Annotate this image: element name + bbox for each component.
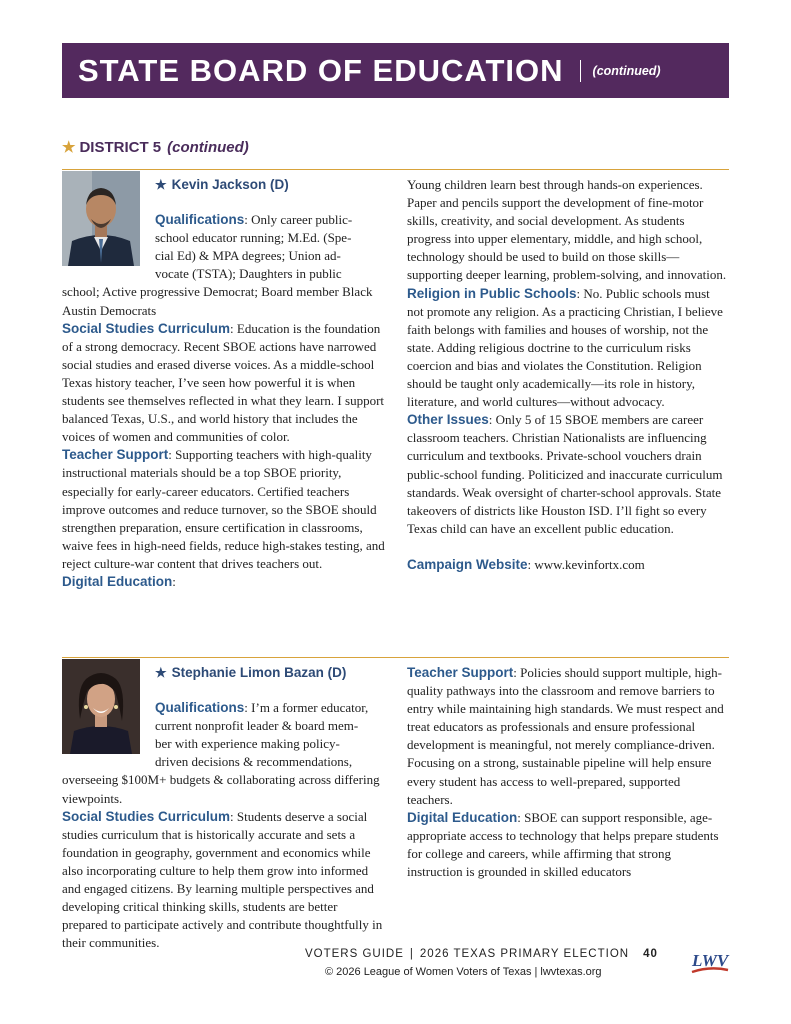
digital-education-answer: Young children learn best through hands-on experiences. Paper and pencils support the development of fine-motor skills, creativity, and social development. As students progress into upper elementary, middle, and high school, technology should be used to build on those skills—supporting deeper learning, problem-solving, and innovation. (407, 177, 727, 283)
section-divider (62, 169, 729, 170)
page-title: STATE BOARD OF EDUCATION (78, 52, 564, 88)
social-studies-answer: Social Studies Curriculum: Education is the foundation of a strong democracy. Recent SBOE actions have narrowed social studies and erased diverse voices. As a middle-school Texas history teacher, I’ve seen how powerful it is when students see themselves reflected in what they learn. I support balanced Texas, U.S., and world history that includes the voices of women and communities of color. (62, 320, 385, 445)
other-issues-answer: Other Issues: Only 5 of 15 SBOE members are career classroom teachers. Christian Nationalists are influencing curriculum and textbooks. Private-school vouchers drain public-school funding. Politicized and inaccurate curriculum standards. Weak oversight of charter-school approvals. State takeovers of districts like Houston ISD. I’ll fight so every Texas child can have an excellent public education. (407, 412, 723, 536)
lwv-logo-text: LWV (692, 951, 729, 970)
campaign-website: Campaign Website: www.kevinfortx.com (407, 556, 645, 572)
lwv-logo (690, 948, 730, 978)
star-icon: ★ (155, 177, 167, 192)
candidate-2-left-column (62, 664, 386, 952)
qualifications-continued: overseeing $100M+ budgets & collaborating across differing viewpoints. (62, 772, 380, 806)
candidate-name: ★ Kevin Jackson (D) (62, 176, 386, 194)
page-banner (62, 43, 729, 98)
banner-divider (580, 60, 581, 82)
social-studies-answer: Social Studies Curriculum: Students deserve a social studies curriculum that is historically accurate and sets a foundation in geography, government and economics while also incorporating culture to help them grow into informed and engaged citizens. By learning multiple perspectives and developing critical thinking skills, students are better prepared to participate actively and contribute thoughtfully in their communities. (62, 808, 383, 951)
star-icon: ★ (155, 665, 167, 680)
digital-education-answer: Digital Education: SBOE can support responsible, age-appropriate access to technology that helps prepare students for college and careers, while affirming that strong instruction is grounded in skilled educators (407, 809, 719, 880)
qualifications-continued: school; Active progressive Democrat; Board member Black Austin Democrats (62, 284, 373, 318)
page-number: 40 (643, 948, 658, 960)
religion-answer: Religion in Public Schools: No. Public schools must not promote any religion. As a practicing Christian, I believe faith belongs with families and houses of worship, not the state. Adding religious doctrine to the curriculum risks coercion and bias and violates the Constitution. Religion should be taught only academically—its role in history, literature, and world cultures—without advocacy. (407, 285, 723, 410)
district-heading (62, 138, 249, 156)
footer-election: 2026 TEXAS PRIMARY ELECTION (419, 948, 630, 960)
footer-guide-line (305, 948, 658, 960)
page-subtitle: (continued) (592, 63, 661, 78)
candidate-1-right-column (407, 176, 729, 574)
footer-guide: VOTERS GUIDE (305, 948, 404, 960)
section-divider (62, 657, 729, 658)
qualifications-block: Qualifications: Only career public- school educator running; M.Ed. (Spe- cial Ed) & MPA degrees; Union ad- vocate (TSTA); Daughters in public (155, 212, 353, 282)
teacher-support-answer: Teacher Support: Supporting teachers with high-quality instructional materials should be a top SBOE priority, especially for early-career educators. Certified teachers improve outcomes and reduce turnover, so the SBOE should strengthen preparation, ensure certification in classrooms, waive fees in high-need fields, reduce high-stakes testing, and reject culture-war content that drives teachers out. (62, 447, 385, 571)
qualifications-block: Qualifications: I’m a former educator, current nonprofit leader & board mem- ber with experience making policy- driven decisions & recommendations, (155, 700, 369, 770)
district-label: DISTRICT 5 (79, 138, 162, 156)
digital-education-heading: Digital Education: (62, 573, 176, 589)
teacher-support-answer: Teacher Support: Policies should support multiple, high-quality pathways into the classroom and remove barriers to entry while maintaining high standards. We must respect and treat educators as professionals and ensure professional development is meaningful, not merely compliance-driven. Focusing on a strong, sustainable pipeline will help ensure every student has access to well-prepared, supported teachers. (407, 665, 724, 807)
candidate-1-left-column (62, 176, 386, 591)
candidate-2-right-column (407, 664, 729, 881)
district-continued: (continued) (167, 138, 249, 156)
star-icon: ★ (62, 139, 76, 156)
social-studies-text: Students deserve a social studies curriculum that is historically accurate and sets a foundation in geography, government and economics while also incorporating culture to help them grow into informed and engaged citizens. By learning multiple perspectives and developing critical thinking skills, students are better prepared to participate actively and contribute thoughtfully in their communities. (62, 808, 383, 951)
campaign-website-link[interactable]: www.kevinfortx.com (534, 556, 645, 572)
footer-copyright: © 2026 League of Women Voters of Texas | lwvtexas.org (325, 966, 602, 978)
candidate-name: ★ Stephanie Limon Bazan (D) (62, 664, 386, 682)
footer-separator: | (409, 948, 414, 960)
